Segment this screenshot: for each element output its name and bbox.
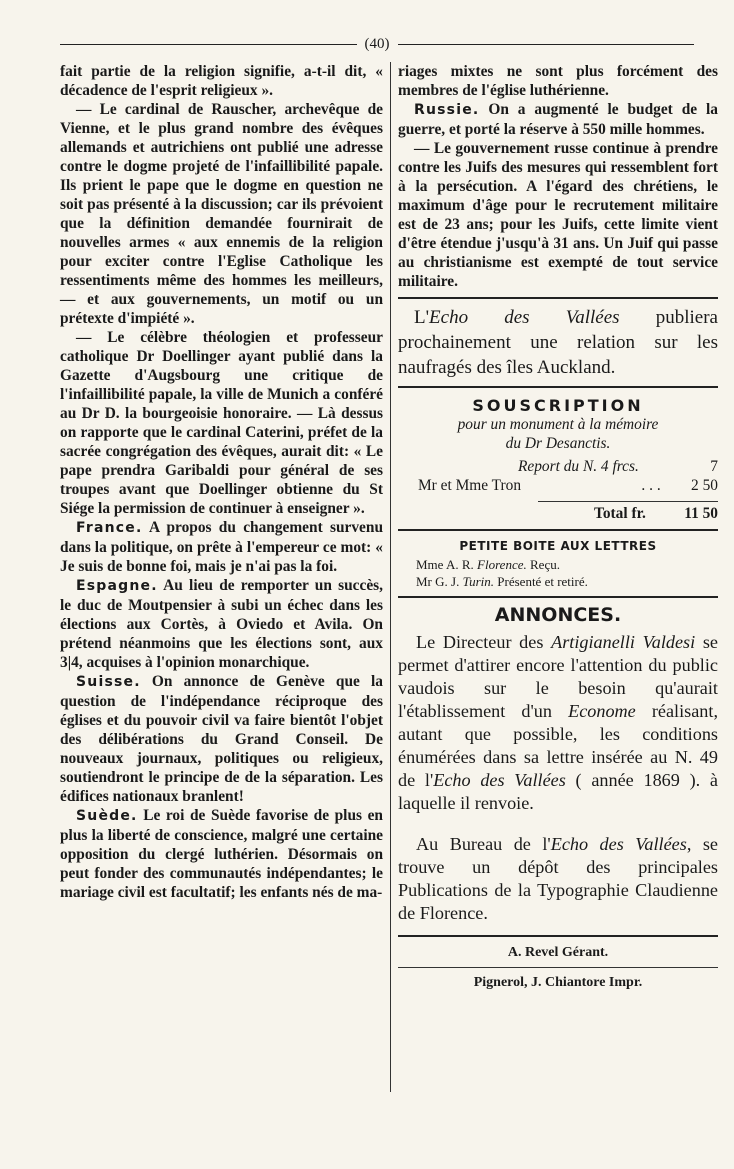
gerant-line: A. Revel Gérant. [507,945,609,960]
rule [538,501,718,502]
rule [398,967,718,968]
right-column [398,62,718,996]
rule [398,297,718,299]
news-russie: Russie. On a augmenté le budget de la guerre, et porté la réserve à 550 mille hommes. [398,101,718,138]
boite-line: Mr G. J. Turin. Présenté et retiré. [416,574,588,589]
souscription-row: Report du N. 4 frcs. 7 [518,458,718,475]
paragraph: — Le cardinal de Rauscher, archevêque de Vienne, et le plus grand nombre des évêques allemands et autrichiens ont publié une adresse contre le dogme projeté de l'infaillibilité papale. Ils prient le pape que le dogme en question ne soit pas présenté à la discussion; car ils prévoient que la définition demandée fournirait de nouvelles armes « aux ennemis de la religion pour exciter contre l'Eglise Catholique les ressentiments même des hommes les meilleurs, — et aux gouvernements, un motif ou un prétexte d'impiété ». [60,101,383,327]
annonces-section [398,606,718,925]
paragraph: — Le gouvernement russe continue à prendre contre les Juifs des mesures qui ressemblent fort à la persécution. A l'égard des chrétiens, le maximum d'âge pour le recrutement militaire est de 23 ans; pour les Juifs, cette limite vient d'être étendue j'usqu'à 31 ans. Un Juif qui passe au christianisme est exempté de tout service militaire. [398,140,718,290]
rule [398,935,718,937]
page-number: (40) [364,35,390,52]
rule [398,386,718,388]
news-block-right [398,62,718,291]
souscription-subtitle: pour un monument à la mémoire [457,416,659,433]
left-column [60,62,383,902]
rule [398,529,718,531]
column-divider [390,62,391,1092]
souscription-row: Mr et Mme Tron . . . 2 50 [418,477,718,494]
rule [398,596,718,598]
page-header [60,34,694,54]
section-keyword: Suisse. [76,674,141,690]
annonce: Au Bureau de l'Echo des Vallées, se trouve un dépôt des principales Publications de la Typographie Claudienne de Florence. [398,834,718,923]
section-keyword: Russie. [414,102,480,118]
news-suisse: Suisse. On annonce de Genève que la question de l'indépendance réciproque des églises et du pouvoir civil va faire bientôt l'objet des délibérations du Grand Conseil. De nouveaux journaux, politiques ou religieux, soutiendront le principe de de la séparation. Les édifices nationaux branlent! [60,673,383,805]
section-keyword: France. [76,520,143,536]
souscription-title: SOUSCRIPTION [472,396,644,415]
souscription-total: Total fr. 11 50 [594,505,718,522]
paragraph: fait partie de la religion signifie, a-t-il dit, « décadence de l'esprit religieux ». [60,63,383,99]
boite-aux-lettres [398,537,718,590]
imprimeur-line: Pignerol, J. Chiantore Impr. [473,975,643,990]
section-keyword: Espagne. [76,578,158,594]
news-suede: Suède. Le roi de Suède favorise de plus en plus la liberté de conscience, malgré une certaine opposition du clergé luthérien. Désormais on peut fonder des communautés indépendantes; le mariage civil est facultatif; les enfants nés de ma- [60,807,383,901]
boite-title: PETITE BOITE AUX LETTRES [459,539,657,553]
header-rule-right [398,44,695,45]
paragraph: — Le célèbre théologien et professeur catholique Dr Doellinger ayant publié dans la Gazette d'Augsbourg une critique de l'infaillibilité papale, la ville de Munich a conféré au Dr D. la bourgeoisie honoraire. — Là dessus on rapporte que le cardinal Caterini, préfet de la sacrée congrégation des évêques, aurait dit: « Le pape prendra Garibaldi pour général de ses troupes avant que Doellinger obtienne du St Siége la permission de continuer à enseigner ». [60,329,383,517]
news-espagne: Espagne. Au lieu de remporter un succès, le duc de Moutpensier à subi un échec dans les élections aux Cortès, à Oviedo et Avila. On prétend néanmoins que les élections sont, aux 3|4, acquises à l'opinion monarchique. [60,577,384,671]
paragraph: riages mixtes ne sont plus forcément des membres de l'église luthérienne. [398,63,718,99]
souscription-subtitle: du Dr Desanctis. [505,435,611,452]
section-keyword: Suède. [76,808,138,824]
souscription-box [398,396,718,523]
annonce: Le Directeur des Artigianelli Valdesi se permet d'attirer encore l'attention du public vaudois sur le besoin qu'aurait l'établissement d'un Econome réalisant, autant que possible, les conditions énumérées dans sa lettre insérée au N. 49 de l'Echo des Vallées ( année 1869 ). à laquelle il renvoie. [398,632,719,813]
annonces-title: ANNONCES. [494,604,622,626]
header-rule-left [60,44,357,45]
boite-line: Mme A. R. Florence. Reçu. [416,557,560,572]
news-france: France. A propos du changement survenu dans la politique, on prête à l'empereur ce mot: « Je suis de bonne foi, mais je n'ai pas la foi. [60,519,383,575]
echo-notice: L'Echo des Vallées publiera prochainement une relation sur les naufragés des îles Auckland. [398,307,718,378]
